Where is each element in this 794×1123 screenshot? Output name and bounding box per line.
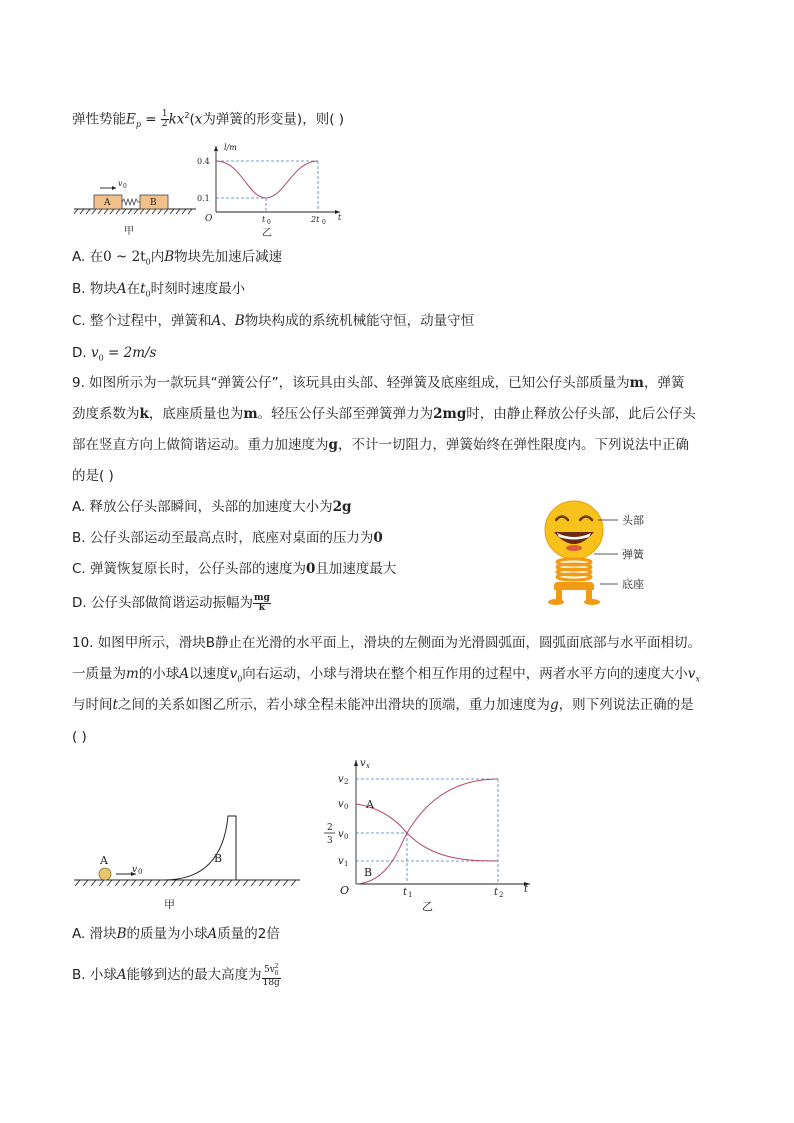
label-a: A bbox=[104, 198, 111, 208]
spring bbox=[122, 199, 140, 205]
tick-v2: v bbox=[338, 774, 344, 785]
q9-option-b[interactable]: B. 公仔头部运动至最高点时，底座对桌面的压力为0 bbox=[72, 530, 383, 546]
q8-figure-jia bbox=[72, 172, 202, 242]
q10-stem-line2: 一质量为m的小球A以速度$v_0$向右运动，小球与滑块在整个相互作用的过程中，两者水平方向的速度大小$v_x$ bbox=[72, 666, 700, 684]
caption-yi: 乙 bbox=[422, 900, 433, 912]
tick-frac-v0: v bbox=[338, 829, 344, 840]
origin: O bbox=[340, 884, 350, 897]
tick-t2: t bbox=[494, 887, 499, 898]
svg-text:0: 0 bbox=[267, 219, 271, 226]
label-b: B bbox=[214, 852, 223, 865]
tick-0-1: 0.1 bbox=[197, 194, 210, 203]
toy-label-base: 底座 bbox=[622, 578, 644, 591]
q10-figure-yi bbox=[308, 752, 534, 912]
q8-option-b[interactable]: B. 物块A在$t_0$时刻时速度最小 bbox=[72, 281, 246, 299]
tick-0-4: 0.4 bbox=[197, 157, 210, 166]
toy-label-spring: 弹簧 bbox=[622, 548, 644, 561]
tick-t0: t bbox=[262, 215, 266, 224]
svg-text:2: 2 bbox=[499, 891, 504, 899]
y-axis-label: v bbox=[360, 758, 366, 769]
q9-stem-line2: 劲度系数为k，底座质量也为m。轻压公仔头部至弹簧弹力为2mg时，由静止释放公仔头部，此后公仔头 bbox=[72, 406, 696, 422]
x-axis-label: t bbox=[524, 884, 529, 895]
tick-frac-den: 3 bbox=[327, 836, 333, 846]
tick-t1: t bbox=[403, 887, 408, 898]
svg-text:x: x bbox=[366, 762, 370, 770]
svg-text:0: 0 bbox=[322, 219, 326, 226]
x-axis-label: t bbox=[338, 213, 342, 222]
tick-v1: v bbox=[338, 856, 344, 867]
q10-stem-line3: 与时间t之间的关系如图乙所示，若小球全程未能冲出滑块的顶端，重力加速度为g，则下列说法正确的是 bbox=[72, 697, 694, 713]
q9-stem-line3: 部在竖直方向上做简谐运动。重力加速度为g，不计一切阻力，弹簧始终在弹性限度内。下列说法中正确 bbox=[72, 437, 689, 453]
curve-b bbox=[356, 779, 498, 884]
q10-option-a[interactable]: A. 滑块B的质量为小球A质量的2倍 bbox=[72, 926, 280, 942]
q9-option-d[interactable]: D. 公仔头部做简谐运动振幅为 $\frac{mg}{k}$ bbox=[72, 592, 270, 613]
caption-jia: 甲 bbox=[124, 226, 134, 237]
svg-text:0: 0 bbox=[344, 803, 349, 811]
label-b: B bbox=[150, 198, 157, 208]
svg-text:0: 0 bbox=[123, 183, 127, 190]
caption-yi: 乙 bbox=[262, 228, 272, 239]
toy-spring bbox=[557, 559, 591, 580]
svg-text:0: 0 bbox=[138, 868, 143, 876]
q10-stem-line4: ( ) bbox=[72, 729, 87, 745]
q8-option-d[interactable]: D. $v_0 = 2m/s$ bbox=[72, 345, 157, 363]
svg-text:1: 1 bbox=[344, 860, 349, 868]
svg-text:1: 1 bbox=[408, 891, 413, 899]
q9-stem-line4: 的是( ) bbox=[72, 468, 114, 484]
tick-frac-num: 2 bbox=[327, 823, 333, 833]
curve-b-label: B bbox=[364, 866, 373, 879]
origin: O bbox=[205, 214, 213, 224]
label-v0: v bbox=[132, 865, 138, 875]
q8-option-c[interactable]: C. 整个过程中，弹簧和A、B物块构成的系统机械能守恒，动量守恒 bbox=[72, 313, 475, 329]
curve-a bbox=[356, 804, 498, 861]
q8-stem: 弹性势能$E_p$ = $\frac{1}{2}$ $kx^2(x$为弹簧的形变量)，则( ) bbox=[72, 109, 345, 130]
tick-2t0: 2t bbox=[311, 215, 320, 224]
label-a: A bbox=[100, 854, 108, 867]
y-axis-label: l/m bbox=[224, 143, 237, 152]
length-curve bbox=[216, 161, 318, 198]
ball-a bbox=[99, 868, 111, 880]
q9-stem-line1: 9. 如图所示为一款玩具“弹簧公仔”，该玩具由头部、轻弹簧及底座组成，已知公仔头部质量为m，弹簧 bbox=[72, 375, 685, 391]
q9-toy-figure bbox=[540, 498, 670, 610]
toy-base bbox=[554, 582, 594, 590]
curve-a-label: A bbox=[366, 798, 374, 811]
slider-b bbox=[164, 816, 236, 880]
q10-stem-line1: 10. 如图甲所示，滑块B静止在光滑的水平面上，滑块的左侧面为光滑圆弧面，圆弧面底部与水平面相切。 bbox=[72, 635, 702, 651]
q8-option-a[interactable]: A. 在0 ~ $2t_0$内B物块先加速后减速 bbox=[72, 249, 283, 267]
svg-text:2: 2 bbox=[344, 778, 349, 786]
tick-v0: v bbox=[338, 799, 344, 810]
toy-label-head: 头部 bbox=[622, 514, 644, 527]
caption-jia: 甲 bbox=[164, 898, 175, 911]
q10-option-b[interactable]: B. 小球A能够到达的最大高度为 $\frac{5v^2_0}{18g}$ bbox=[72, 963, 280, 988]
q8-figure-yi bbox=[196, 140, 356, 240]
q10-figure-jia bbox=[72, 808, 304, 912]
label-v0: v bbox=[118, 179, 123, 188]
svg-text:0: 0 bbox=[344, 833, 349, 841]
q9-option-c[interactable]: C. 弹簧恢复原长时，公仔头部的速度为0且加速度最大 bbox=[72, 561, 397, 577]
q9-option-a[interactable]: A. 释放公仔头部瞬间，头部的加速度大小为2g bbox=[72, 499, 352, 515]
